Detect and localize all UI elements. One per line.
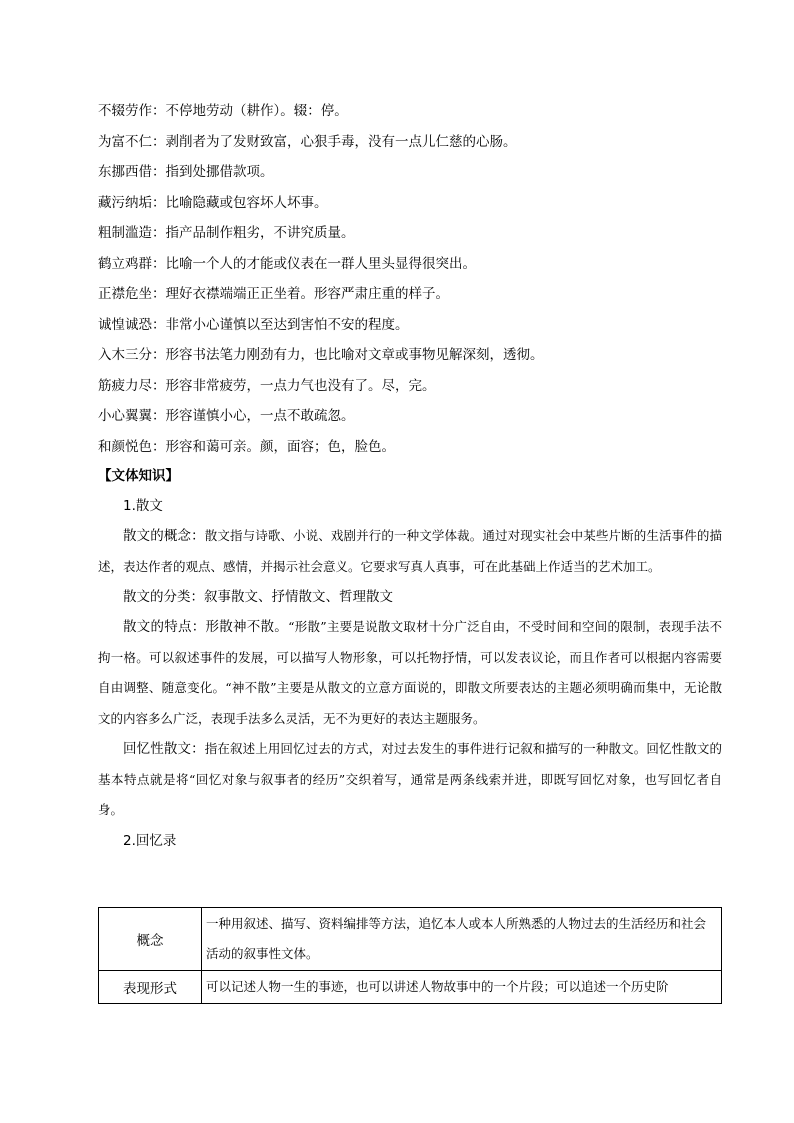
table-label-cell: 概念 xyxy=(99,908,202,971)
vocab-item: 小心翼翼：形容谨慎小心，一点不敢疏忽。 xyxy=(98,408,355,424)
vocab-item: 筋疲力尽：形容非常疲劳，一点力气也没有了。尽，完。 xyxy=(98,377,436,394)
vocab-item: 和颜悦色：形容和蔼可亲。颜，面容；色，脸色。 xyxy=(98,438,395,455)
table-value-cell: 可以记述人物一生的事迹，也可以讲述人物故事中的一个片段；可以追述一个历史阶 xyxy=(202,971,722,1004)
vocab-item: 粗制滥造：指产品制作粗劣，不讲究质量。 xyxy=(98,225,355,241)
concept-text: 散文指与诗歌、小说、戏剧并行的一种文学体裁。通过对现实社会中某些片断的生活事件的描述，表达作者的观点、感情，并揭示社会意义。它要求写真人真事，可在此基础上作适当的艺术加工。 xyxy=(98,528,722,574)
memoir-prose-paragraph xyxy=(98,734,722,826)
table-value-cell: 一种用叙述、描写、资料编排等方法，追忆本人或本人所熟悉的人物过去的生活经历和社会活动的叙事性文体。 xyxy=(202,908,722,971)
feature-text: “形散”主要是说散文取材十分广泛自由，不受时间和空间的限制，表现手法不拘一格。可以叙述事件的发展，可以描写人物形象，可以托物抒情，可以发表议论，而且作者可以根据内容需要自由调整、随意变化。“神不散”主要是从散文的立意方面说的，即散文所要表达的主题必须明确而集中，无论散文的内容多么广泛，表现手法多么灵活，无不为更好的表达主题服务。 xyxy=(98,619,722,726)
concept-lead: 散文的概念： xyxy=(123,528,205,544)
sanwen-concept-paragraph xyxy=(98,521,722,582)
vocab-item: 诚惶诚恐：非常小心谨慎以至达到害怕不安的程度。 xyxy=(98,316,409,333)
vocab-item: 入木三分：形容书法笔力刚劲有力，也比喻对文章或事物见解深刻，透彻。 xyxy=(98,347,544,363)
subsection-heading-sanwen: 1.散文 xyxy=(123,498,163,514)
memoir-text: 指在叙述上用回忆过去的方式，对过去发生的事件进行记叙和描写的一种散文。回忆性散文的基本特点就是将“回忆对象与叙事者的经历”交织着写，通常是两条线索并进，即既写回忆对象，也写回忆者自身。 xyxy=(98,741,722,817)
vocab-item: 正襟危坐：理好衣襟端端正正坐着。形容严肃庄重的样子。 xyxy=(98,286,449,302)
vocab-item: 不辍劳作：不停地劳动（耕作）。辍：停。 xyxy=(98,103,348,119)
sanwen-feature-paragraph xyxy=(98,612,722,734)
sanwen-category: 散文的分类：叙事散文、抒情散文、哲理散文 xyxy=(123,589,393,605)
section-title: 【文体知识】 xyxy=(98,468,179,484)
vocab-item: 鹤立鸡群：比喻一个人的才能或仪表在一群人里头显得很突出。 xyxy=(98,255,476,272)
document-content xyxy=(98,96,722,856)
subsection-heading-huiyilu: 2.回忆录 xyxy=(123,832,177,849)
feature-lead: 散文的特点：形散神不散。 xyxy=(123,619,289,635)
vocab-item: 东挪西借：指到处挪借款项。 xyxy=(98,164,274,180)
table-row xyxy=(99,971,722,1004)
memoir-lead: 回忆性散文： xyxy=(123,741,205,757)
table-row xyxy=(99,908,722,971)
table-label-cell: 表现形式 xyxy=(99,971,202,1004)
memoir-table xyxy=(98,907,722,1004)
vocabulary-list xyxy=(98,96,722,462)
vocab-item: 为富不仁：剥削者为了发财致富，心狠手毒，没有一点儿仁慈的心肠。 xyxy=(98,133,517,150)
vocab-item: 藏污纳垢：比喻隐藏或包容坏人坏事。 xyxy=(98,194,328,211)
